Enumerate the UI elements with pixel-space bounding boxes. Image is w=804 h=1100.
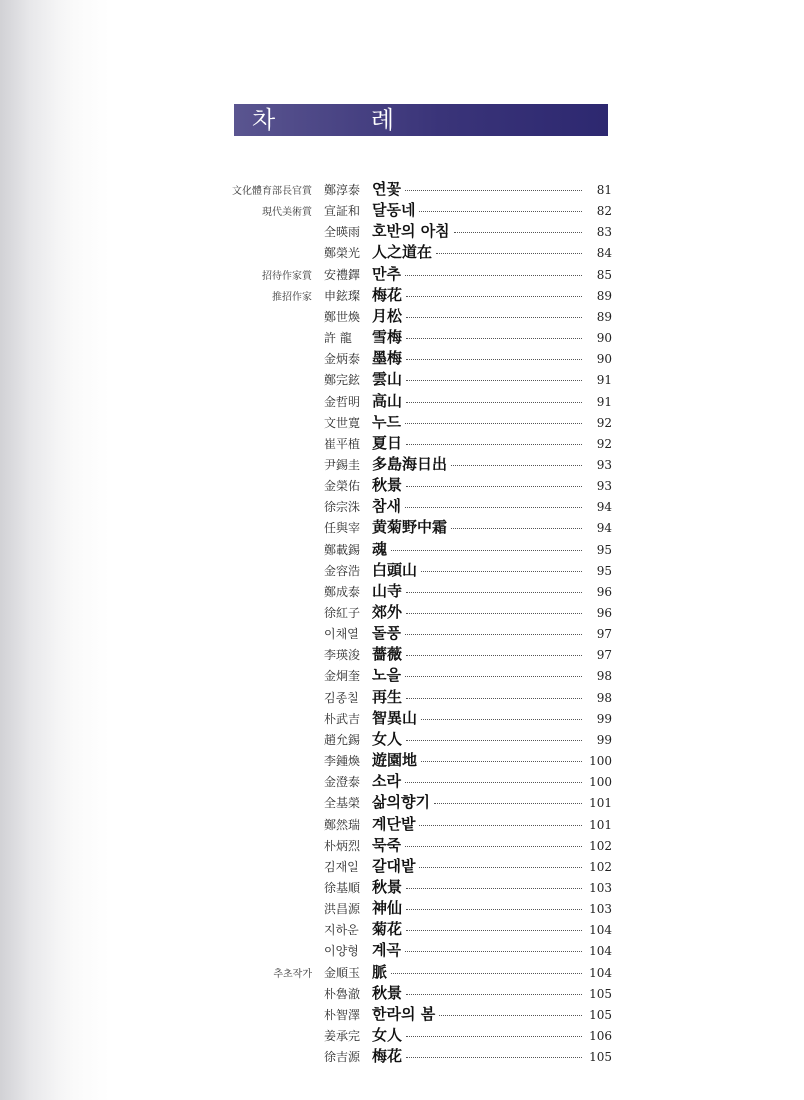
toc-row [0, 178, 804, 199]
toc-work-title: 黄菊野中霜 [372, 518, 448, 537]
page-title: 차 례 [252, 106, 438, 134]
toc-row [0, 474, 804, 495]
toc-entry [372, 918, 612, 939]
dot-leader [419, 211, 582, 212]
toc-work-title: 秋景 [372, 476, 403, 495]
toc-author: 申鉉璨 [324, 288, 361, 303]
toc-work-title: 菊花 [372, 920, 403, 939]
toc-page-number: 92 [596, 436, 612, 451]
toc-work-title: 遊園地 [372, 751, 418, 770]
dot-leader [405, 275, 582, 276]
toc-work-title: 墨梅 [372, 349, 403, 368]
toc-author: 徐基順 [324, 880, 361, 895]
dot-leader [406, 740, 582, 741]
toc-entry [372, 622, 612, 643]
toc-entry [372, 347, 612, 368]
toc-row [0, 939, 804, 960]
toc-entry [372, 178, 612, 199]
toc-entry [372, 516, 612, 537]
toc-work-title: 만추 [372, 264, 401, 283]
toc-work-title: 갈대밭 [372, 856, 416, 875]
toc-page-number: 89 [596, 309, 612, 324]
dot-leader [406, 592, 582, 593]
toc-page-number: 98 [596, 690, 612, 705]
toc-page-number: 105 [589, 1007, 612, 1022]
dot-leader [421, 719, 582, 720]
toc-author: 金澄泰 [324, 775, 361, 790]
toc-row [0, 411, 804, 432]
toc-entry [372, 453, 612, 474]
toc-work-title: 神仙 [372, 899, 403, 918]
toc-entry [372, 939, 612, 960]
dot-leader [451, 465, 582, 466]
toc-row [0, 813, 804, 834]
toc-page-number: 91 [596, 394, 612, 409]
toc-entry [372, 1003, 612, 1024]
toc-page-number: 99 [596, 711, 612, 726]
dot-leader [406, 930, 582, 931]
toc-author: 鄭成泰 [324, 584, 361, 599]
toc-page-number: 84 [596, 246, 612, 261]
toc-entry [372, 749, 612, 770]
toc-page-number: 101 [589, 817, 612, 832]
toc-work-title: 秋景 [372, 983, 403, 1002]
toc-work-title: 人之道在 [372, 243, 433, 262]
dot-leader [419, 825, 582, 826]
toc-work-title: 魂 [372, 539, 388, 558]
toc-work-title: 雪梅 [372, 328, 403, 347]
toc-row [0, 876, 804, 897]
toc-work-title: 智異山 [372, 708, 418, 727]
toc-page-number: 92 [596, 415, 612, 430]
toc-category: 文化體育部長官賞 [232, 186, 312, 197]
dot-leader [434, 803, 582, 804]
toc-work-title: 계단밭 [372, 814, 416, 833]
toc-work-title: 소라 [372, 772, 401, 791]
toc-entry [372, 305, 612, 326]
toc-row [0, 432, 804, 453]
toc-row [0, 559, 804, 580]
toc-author: 徐吉源 [324, 1050, 361, 1065]
toc-row [0, 516, 804, 537]
toc-entry [372, 601, 612, 622]
toc-author: 鄭榮光 [324, 246, 361, 261]
toc-page-number: 101 [589, 796, 612, 811]
toc-page-number: 89 [596, 288, 612, 303]
toc-author: 李鍾煥 [324, 754, 361, 769]
dot-leader [391, 973, 582, 974]
dot-leader [405, 846, 582, 847]
toc-entry [372, 961, 612, 982]
dot-leader [406, 380, 582, 381]
toc-work-title: 달동네 [372, 201, 416, 220]
toc-entry [372, 368, 612, 389]
toc-page-number: 95 [596, 542, 612, 557]
toc-page-number: 106 [589, 1029, 612, 1043]
toc-page-number: 96 [596, 606, 612, 620]
toc-author: 金炳泰 [324, 352, 361, 367]
toc-entry [372, 876, 612, 897]
toc-entry [372, 897, 612, 918]
toc-author: 鄭淳泰 [324, 183, 361, 197]
toc-entry [372, 728, 612, 749]
toc-author: 金哲明 [324, 394, 361, 409]
toc-page-number: 94 [596, 521, 612, 536]
toc-page-number: 102 [589, 859, 612, 874]
toc-author: 宣証和 [324, 204, 361, 219]
toc-author: 鄭載錫 [324, 542, 361, 557]
toc-row [0, 495, 804, 516]
toc-author: 姜承完 [324, 1029, 361, 1043]
toc-entry [372, 199, 612, 220]
toc-entry [372, 220, 612, 241]
toc-author: 全暎雨 [324, 225, 361, 240]
toc-work-title: 薔薇 [372, 645, 403, 664]
toc-row [0, 347, 804, 368]
toc-row [0, 284, 804, 305]
dot-leader [406, 338, 582, 339]
toc-row [0, 368, 804, 389]
toc-work-title: 脈 [372, 962, 388, 981]
dot-leader [406, 402, 582, 403]
toc-row [0, 728, 804, 749]
toc-work-title: 참새 [372, 497, 401, 516]
toc-row [0, 326, 804, 347]
dot-leader [406, 1057, 582, 1058]
toc-author: 金順玉 [324, 965, 361, 980]
toc-entry [372, 263, 612, 284]
toc-category: 推招作家 [272, 291, 312, 303]
toc-author: 朴武吉 [324, 711, 361, 726]
toc-work-title: 한라의 봄 [372, 1004, 436, 1023]
dot-leader [439, 1015, 582, 1016]
toc-author: 鄭完鉉 [324, 373, 361, 388]
toc-entry [372, 580, 612, 601]
dot-leader [451, 528, 582, 529]
toc-work-title: 再生 [372, 687, 403, 706]
toc-row [0, 918, 804, 939]
toc-category: 現代美術賞 [262, 207, 312, 219]
toc-row [0, 707, 804, 728]
dot-leader [405, 507, 582, 508]
toc-row [0, 580, 804, 601]
toc-work-title: 호반의 아침 [372, 222, 450, 241]
toc-page-number: 105 [589, 986, 612, 1001]
dot-leader [405, 634, 582, 635]
toc-row [0, 1003, 804, 1024]
toc-row [0, 390, 804, 411]
toc-author: 金榮佑 [324, 479, 361, 494]
toc-row [0, 855, 804, 876]
toc-row [0, 982, 804, 1003]
toc-page-number: 97 [596, 627, 612, 642]
toc-row [0, 622, 804, 643]
toc-author: 徐宗洙 [324, 500, 361, 515]
toc-entry [372, 834, 612, 855]
toc-row [0, 1045, 804, 1066]
toc-row [0, 538, 804, 559]
toc-author: 이채열 [324, 627, 359, 642]
toc-author: 洪昌源 [324, 902, 361, 917]
toc-row [0, 453, 804, 474]
dot-leader [406, 296, 582, 297]
toc-work-title: 누드 [372, 412, 401, 431]
toc-work-title: 계곡 [372, 941, 401, 960]
toc-work-title: 돌풍 [372, 624, 401, 643]
toc-entry [372, 559, 612, 580]
toc-work-title: 女人 [372, 1026, 403, 1044]
dot-leader [406, 317, 582, 318]
toc-work-title: 山寺 [372, 581, 403, 600]
toc-page-number: 100 [589, 775, 612, 790]
toc-work-title: 郊外 [372, 603, 403, 621]
toc-work-title: 梅花 [372, 1047, 403, 1066]
toc-entry [372, 770, 612, 791]
toc-row [0, 664, 804, 685]
toc-author: 任與宰 [324, 521, 361, 536]
toc-page-number: 104 [589, 944, 612, 959]
toc-author: 許 龍 [324, 331, 352, 346]
toc-work-title: 高山 [372, 391, 403, 410]
toc-page-number: 102 [589, 838, 612, 853]
toc-page-number: 97 [596, 648, 612, 663]
dot-leader [406, 613, 582, 614]
toc-entry [372, 390, 612, 411]
toc-author: 이양형 [324, 944, 359, 959]
toc-row [0, 749, 804, 770]
toc-work-title: 秋景 [372, 877, 403, 896]
toc-page-number: 100 [589, 754, 612, 769]
dot-leader [405, 951, 582, 952]
toc-page-number: 103 [589, 880, 612, 895]
toc-page-number: 96 [596, 584, 612, 599]
toc-page-number: 104 [589, 923, 612, 938]
toc-author: 安禮鐸 [324, 267, 361, 282]
toc-author: 崔平植 [324, 436, 361, 451]
dot-leader [405, 423, 582, 424]
toc-work-title: 女人 [372, 729, 403, 748]
dot-leader [406, 444, 582, 445]
toc-entry [372, 643, 612, 664]
toc-author: 金容浩 [324, 563, 361, 578]
toc-page-number: 90 [596, 331, 612, 346]
toc-page-number: 95 [596, 563, 612, 578]
toc-author: 全基榮 [324, 796, 361, 811]
toc-row [0, 834, 804, 855]
toc-entry [372, 432, 612, 453]
toc-author: 文世寛 [324, 415, 361, 430]
dot-leader [421, 571, 582, 572]
toc-row [0, 961, 804, 982]
toc-page-number: 94 [596, 500, 612, 515]
toc-entry [372, 1045, 612, 1066]
toc-entry [372, 538, 612, 559]
toc-row [0, 686, 804, 707]
dot-leader [406, 888, 582, 889]
toc-row [0, 1024, 804, 1045]
dot-leader [421, 761, 582, 762]
toc-page-number: 85 [596, 267, 612, 282]
toc-work-title: 月松 [372, 306, 403, 325]
toc-entry [372, 707, 612, 728]
toc-page-number: 83 [596, 225, 612, 240]
toc-work-title: 묵죽 [372, 835, 401, 854]
toc-entry [372, 284, 612, 305]
toc-author: 徐紅子 [324, 606, 361, 620]
toc-entry [372, 982, 612, 1003]
dot-leader [419, 867, 582, 868]
toc-page-number: 93 [596, 479, 612, 494]
toc-entry [372, 855, 612, 876]
toc-work-title: 白頭山 [372, 560, 418, 579]
toc-entry [372, 326, 612, 347]
toc-work-title: 연꽃 [372, 180, 401, 198]
toc-work-title: 雲山 [372, 370, 403, 389]
toc-row [0, 241, 804, 262]
toc-work-title: 多島海日出 [372, 454, 448, 473]
toc-work-title: 삶의향기 [372, 793, 430, 812]
toc-row [0, 770, 804, 791]
dot-leader [405, 782, 582, 783]
toc-page-number: 103 [589, 902, 612, 917]
toc-entry [372, 241, 612, 262]
toc-page-number: 82 [596, 204, 612, 219]
dot-leader [405, 676, 582, 677]
dot-leader [406, 909, 582, 910]
toc-entry [372, 1024, 612, 1045]
dot-leader [406, 655, 582, 656]
toc-author: 朴智澤 [324, 1007, 361, 1022]
toc-row [0, 199, 804, 220]
toc-entry [372, 664, 612, 685]
dot-leader [436, 253, 582, 254]
dot-leader [405, 190, 582, 191]
toc-row [0, 897, 804, 918]
toc-page-number: 93 [596, 457, 612, 472]
toc-author: 김재일 [324, 859, 359, 874]
dot-leader [406, 359, 582, 360]
toc-author: 金炯奎 [324, 669, 361, 684]
toc-category: 추초작가 [273, 968, 312, 980]
toc-page-number: 98 [596, 669, 612, 684]
dot-leader [406, 486, 582, 487]
dot-leader [454, 232, 582, 233]
toc-author: 김종칠 [324, 690, 359, 705]
toc-author: 朴魯澈 [324, 986, 361, 1001]
toc-entry [372, 791, 612, 812]
toc-entry [372, 813, 612, 834]
toc-entry [372, 411, 612, 432]
toc-author: 鄭世煥 [324, 309, 361, 324]
toc-row [0, 220, 804, 241]
toc-row [0, 263, 804, 284]
toc-row [0, 305, 804, 326]
toc-author: 李瑛浚 [324, 648, 361, 663]
toc-author: 지하운 [324, 923, 359, 938]
toc-row [0, 791, 804, 812]
toc-work-title: 夏日 [372, 433, 403, 452]
toc-page-number: 90 [596, 352, 612, 367]
toc-author: 尹錫圭 [324, 457, 361, 472]
toc-work-title: 노을 [372, 666, 401, 685]
toc-author: 朴炳烈 [324, 838, 361, 853]
toc-page-number: 105 [589, 1050, 612, 1065]
toc-work-title: 梅花 [372, 285, 403, 304]
toc-category: 招待作家賞 [262, 270, 312, 282]
toc-author: 鄭然瑞 [324, 817, 361, 832]
toc-page-number: 91 [596, 373, 612, 388]
toc-entry [372, 474, 612, 495]
toc-entry [372, 495, 612, 516]
toc-entry [372, 686, 612, 707]
dot-leader [391, 550, 582, 551]
toc-row [0, 601, 804, 622]
toc-row [0, 643, 804, 664]
toc-page-number: 99 [596, 732, 612, 747]
dot-leader [406, 698, 582, 699]
dot-leader [406, 994, 582, 995]
toc-page-number: 81 [596, 183, 612, 197]
toc-page-number: 104 [589, 965, 612, 980]
dot-leader [406, 1036, 582, 1037]
toc-author: 趙允錫 [324, 732, 361, 747]
